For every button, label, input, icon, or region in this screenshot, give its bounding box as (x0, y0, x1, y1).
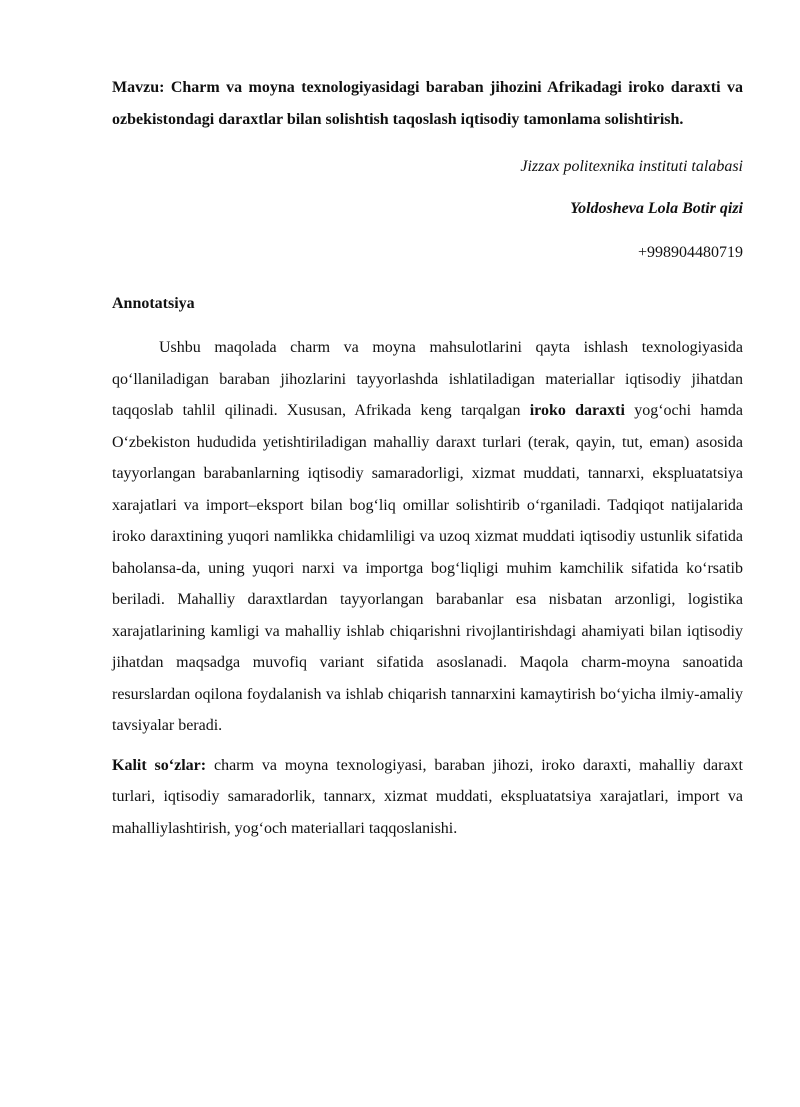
document-page (0, 72, 800, 1107)
keywords-text: charm va moyna texnologiyasi, baraban jihozi, iroko daraxti, mahalliy daraxt turlari, iqtisodiy samaradorlik, tannarx, xizmat muddati, ekspluatatsiya xarajatlari, import va mahalliylashtirish, yog‘och materiallari taqqoslanishi. (112, 756, 744, 837)
annotation-heading: Annotatsiya (112, 295, 195, 312)
annotation-text-part2: yog‘ochi hamda O‘zbekiston hududida yetishtiriladigan mahalliy daraxt turlari (terak, qayin, tut, eman) asosida tayyorlangan barabanlarning iqtisodiy samaradorligi, xizmat muddati, tannarxi, ekspluatatsiya xarajatlari va import–eksport bilan bog‘liq omillar solishtirib o‘rganiladi. Tadqiqot natijalarida iroko daraxtining yuqori namlikka chidamliligi va uzoq xizmat muddati iqtisodiy ustunlik sifatida baholansa-da, uning yuqori narxi va importga bog‘liqligi muhim kamchilik sifatida ko‘rsatib beriladi. Mahalliy daraxtlardan tayyorlangan barabanlar esa nisbatan arzonligi, logistika xarajatlarining kamligi va mahalliy ishlab chiqarishni rivojlantirishdagi ahamiyati bilan iqtisodiy jihatdan maqsadga muvofiq variant sifatida asoslanadi. Maqola charm-moyna sanoatida resurslardan oqilona foydalanish va ishlab chiqarish tannarxini kamaytirish bo‘yicha ilmiy-amaliy tavsiyalar beradi. (112, 402, 743, 734)
keywords-label: Kalit so‘zlar: (112, 756, 207, 774)
keywords-paragraph (112, 750, 743, 845)
annotation-paragraph (112, 332, 743, 742)
author-institution: Jizzax politexnika instituti talabasi (520, 158, 743, 175)
annotation-text-bold: iroko daraxti (529, 402, 625, 419)
author-name: Yoldosheva Lola Botir qizi (570, 200, 743, 217)
author-phone: +998904480719 (637, 244, 743, 261)
article-title: Mavzu: Charm va moyna texnologiyasidagi baraban jihozini Afrikadagi iroko daraxti va ozbekistondagi daraxtlar bilan solishtish taqoslash iqtisodiy tamonlama solishtirish. (112, 79, 743, 128)
annotation-text-part1: Ushbu maqolada charm va moyna mahsulotlarini qayta ishlash texnologiyasida qo‘llaniladigan baraban jihozlarini tayyorlashda ishlatiladigan materiallar iqtisodiy jihatdan taqqoslab tahlil qilinadi. Xususan, Afrikada keng tarqalgan (112, 339, 743, 419)
